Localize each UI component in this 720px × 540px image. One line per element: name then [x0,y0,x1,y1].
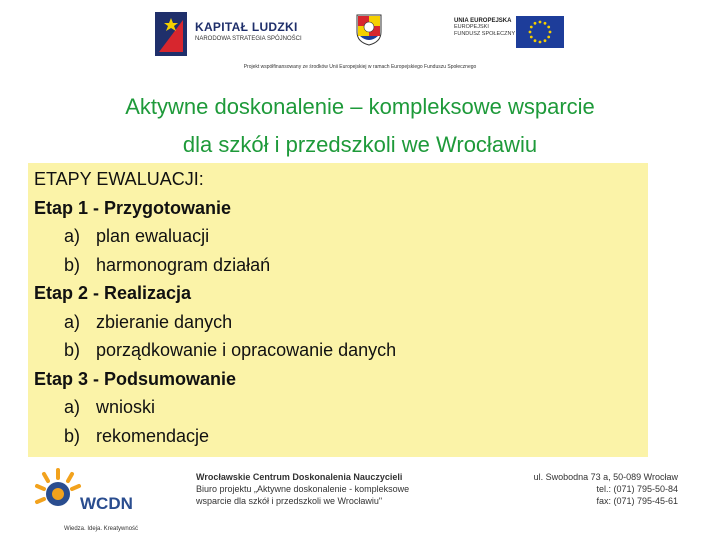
list-item-text: rekomendacje [96,425,210,446]
eu-text [454,18,515,38]
eu-line2: FUNDUSZ SPOŁECZNY [454,31,516,37]
page-title-line1: Aktywne doskonalenie – kompleksowe wsparcie [125,94,595,119]
list-marker: b) [64,254,81,275]
list-item [34,393,396,422]
list-item [34,336,396,365]
footer [0,462,720,540]
eu-line1: EUROPEJSKI [454,24,489,30]
org-name: Wrocławskie Centrum Doskonalenia Nauczycieli [196,472,403,482]
funding-note: Projekt współfinansowany ze środków Unii Europejskiej w ramach Europejskiego Funduszu Społecznego [243,64,477,70]
org-line3: wsparcie dla szkół i przedszkoli we Wrocławiu" [196,496,383,506]
eu-flag-icon [516,16,564,48]
eu-title: UNIA EUROPEJSKA [454,18,512,24]
list-item-text: zbieranie danych [96,311,233,332]
evaluation-stages [34,165,396,450]
stage-3-label: Etap 3 - Podsumowanie [34,368,237,389]
page-title [0,88,720,164]
stage-1-label: Etap 1 - Przygotowanie [34,197,232,218]
list-item-text: plan ewaluacji [96,226,210,246]
list-marker: a) [64,397,81,417]
stages-heading: ETAPY EWALUACJI: [34,169,204,189]
list-marker: a) [64,311,81,332]
wroclaw-coat-of-arms-icon [356,14,382,46]
contact-info [534,471,678,507]
wcdn-logo-text: WCDN [80,494,133,513]
header-logos [0,8,720,60]
list-item-text: porządkowanie i opracowanie danych [96,340,397,360]
kapital-ludzki-subtitle: NARODOWA STRATEGIA SPÓJNOŚCI [195,36,302,42]
list-item [34,251,396,280]
phone: tel.: (071) 795-50-84 [596,484,678,494]
list-item [34,422,396,451]
wcdn-tagline: Wiedza. Ideja. Kreatywność [64,526,139,532]
list-item-text: harmonogram działań [96,254,271,275]
stage-2-label: Etap 2 - Realizacja [34,283,192,303]
list-item [34,222,396,251]
org-info [196,471,409,507]
list-marker: b) [64,340,81,360]
org-line2: Biuro projektu „Aktywne doskonalenie - kompleksowe [196,484,410,494]
page-title-line2: dla szkół i przedszkoli we Wrocławiu [182,132,538,157]
list-marker: a) [64,226,81,246]
kapital-ludzki-title: KAPITAŁ LUDZKI [195,20,298,34]
address: ul. Swobodna 73 a, 50-089 Wrocław [533,472,678,482]
list-item-text: wnioski [96,397,156,417]
kapital-ludzki-mark-icon [155,12,187,56]
list-item [34,308,396,337]
list-marker: b) [64,425,81,446]
fax: fax: (071) 795-45-61 [596,496,678,506]
